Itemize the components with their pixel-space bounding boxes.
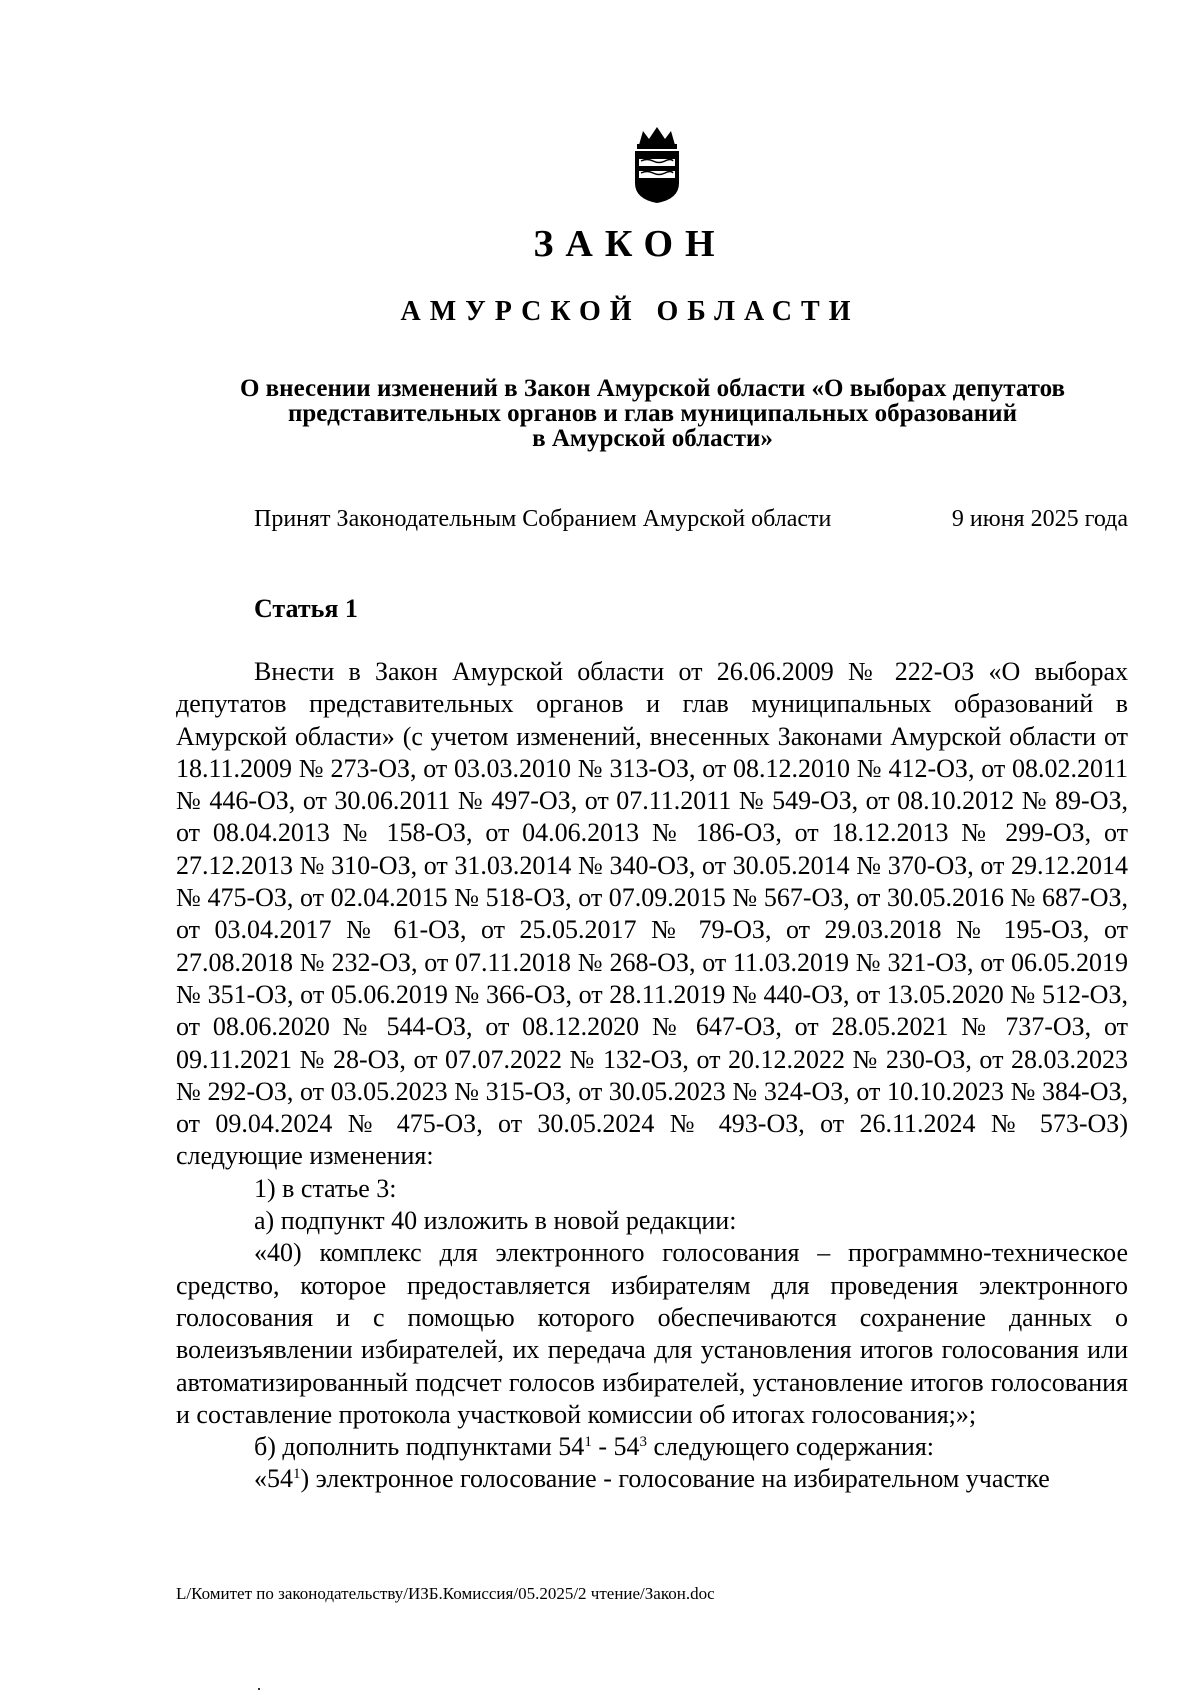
paragraph-intro: Внести в Закон Амурской области от 26.06.2009 № 222-ОЗ «О выборах депутатов представительных органов и глав муниципальных образований в Амурской области» (с учетом изменений, внесенных Законами Амурской области от 18.11.2009 № 273-ОЗ, от 03.03.2010 № 313-ОЗ, от 08.12.2010 № 412-ОЗ, от 08.02.2011 № 446-ОЗ, от 30.06.2011 № 497-ОЗ, от 07.11.2011 № 549-ОЗ, от 08.10.2012 № 89-ОЗ, от 08.04.2013 № 158-ОЗ, от 04.06.2013 № 186-ОЗ, от 18.12.2013 № 299-ОЗ, от 27.12.2013 № 310-ОЗ, от 31.03.2014 № 340-ОЗ, от 30.05.2014 № 370-ОЗ, от 29.12.2014 № 475-ОЗ, от 02.04.2015 № 518-ОЗ, от 07.09.2015 № 567-ОЗ, от 30.05.2016 № 687-ОЗ, от 03.04.2017 № 61-ОЗ, от 25.05.2017 № 79-ОЗ, от 29.03.2018 № 195-ОЗ, от 27.08.2018 № 232-ОЗ, от 07.11.2018 № 268-ОЗ, от 11.03.2019 № 321-ОЗ, от 06.05.2019 № 351-ОЗ, от 05.06.2019 № 366-ОЗ, от 28.11.2019 № 440-ОЗ, от 13.05.2020 № 512-ОЗ, от 08.06.2020 № 544-ОЗ, от 08.12.2020 № 647-ОЗ, от 28.05.2021 № 737-ОЗ, от 09.11.2021 № 28-ОЗ, от 07.07.2022 № 132-ОЗ, от 20.12.2022 № 230-ОЗ, от 28.03.2023 № 292-ОЗ, от 03.05.2023 № 315-ОЗ, от 30.05.2023 № 324-ОЗ, от 10.10.2023 № 384-ОЗ, от 09.04.2024 № 475-ОЗ, от 30.05.2024 № 493-ОЗ, от 26.11.2024 № 573-ОЗ) следующие изменения: [176, 657, 1128, 1171]
adoption-text: Принят Законодательным Собранием Амурской области [254, 506, 832, 532]
law-name-line: представительных органов и глав муниципальных образований [288, 400, 1017, 427]
document-subtitle: АМУРСКОЙ ОБЛАСТИ [400, 296, 860, 327]
file-path-footer: L/Комитет по законодательству/ИЗБ.Комиссия/05.2025/2 чтение/Закон.doc [176, 1584, 715, 1603]
text-fragment: «54 [254, 1464, 293, 1494]
coat-of-arms-icon [627, 125, 687, 205]
article-body [176, 656, 1128, 1496]
text-fragment: - 54 [591, 1432, 640, 1462]
law-name-line: О внесении изменений в Закон Амурской области «О выборах депутатов [239, 375, 1066, 402]
superscript: 1 [584, 1434, 592, 1451]
paragraph-quote-40: «40) комплекс для электронного голосования – программно-техническое средство, которое предоставляется избирателям для проведения электронного голосования и с помощью которого обеспечиваются сохранение данных о волеизъявлении избирателей, их передача для установления итогов голосования или автоматизированный подсчет голосов избирателей, установление итогов голосования и составление протокола участковой комиссии об итогах голосования;»; [176, 1238, 1128, 1429]
scan-speck [258, 1688, 260, 1690]
article-heading: Статья 1 [254, 594, 358, 623]
paragraph-item-1: 1) в статье 3: [254, 1173, 397, 1203]
law-name-line: в Амурской области» [532, 425, 773, 452]
superscript: 3 [639, 1434, 647, 1451]
adoption-date: 9 июня 2025 года [951, 506, 1128, 532]
document-title: ЗАКОН [533, 223, 727, 265]
text-fragment: следующего содержания: [646, 1432, 934, 1462]
paragraph-quote-54 [176, 1463, 1128, 1495]
superscript: 1 [293, 1466, 301, 1483]
text-fragment: ) электронное голосование - голосование на избирательном участке [300, 1464, 1050, 1494]
law-name [180, 376, 1125, 451]
text-fragment: б) дополнить подпунктами 54 [254, 1432, 585, 1462]
paragraph-item-a: а) подпункт 40 изложить в новой редакции: [254, 1206, 737, 1236]
paragraph-item-b [176, 1431, 1128, 1463]
